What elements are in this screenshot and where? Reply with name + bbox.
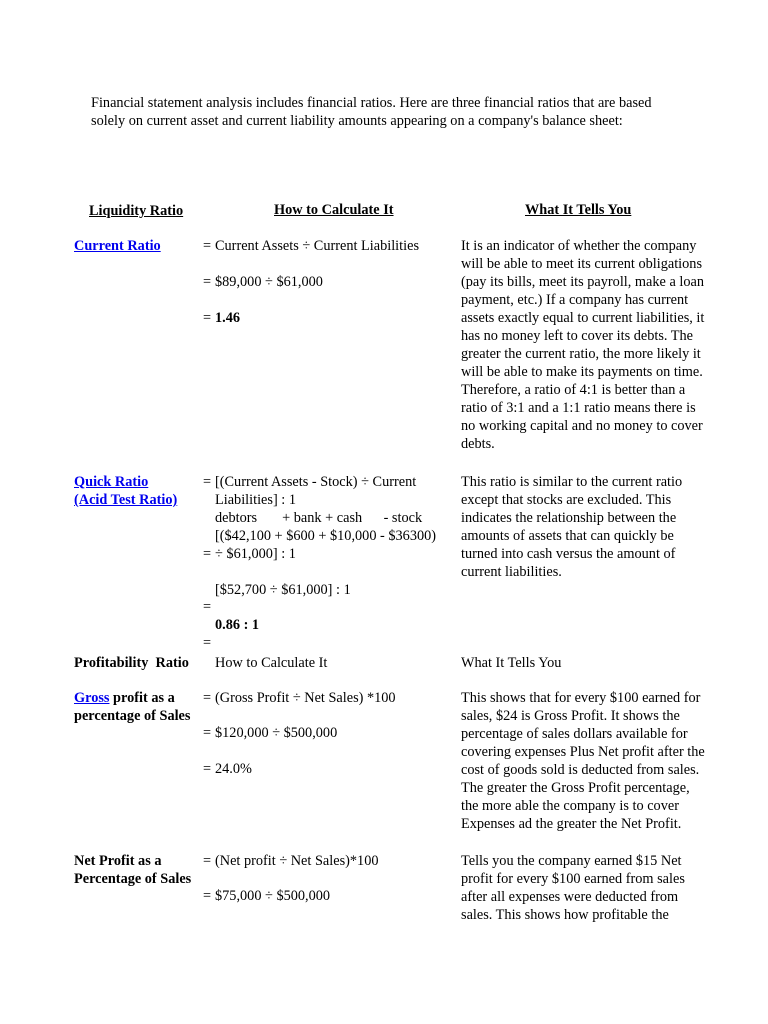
header-what-it-tells-2: What It Tells You	[461, 655, 562, 671]
quick-ratio-description: This ratio is similar to the current ratio except that stocks are excluded. This indicates the relationship between the amounts of assets that can quickly be turned into cash versus the amount of current liabilities.	[461, 474, 683, 580]
gross-profit-result: 24.0%	[215, 761, 252, 777]
header-profitability-ratio: Profitability Ratio	[74, 655, 189, 671]
acid-test-ratio-link[interactable]: (Acid Test Ratio)	[74, 492, 178, 508]
quick-ratio-result: 0.86 : 1	[215, 617, 260, 633]
net-profit-values: $75,000 ÷ $500,000	[215, 888, 331, 904]
gross-profit-formula: (Gross Profit ÷ Net Sales) *100	[215, 690, 396, 706]
current-ratio-link[interactable]: Current Ratio	[74, 238, 161, 254]
gross-profit-values: $120,000 ÷ $500,000	[215, 725, 338, 741]
equals-sign: =	[203, 474, 212, 490]
net-profit-description: Tells you the company earned $15 Net profit for every $100 earned from sales after all expenses were deducted from sales. This shows how profitable the	[461, 853, 685, 923]
equals-sign: =	[203, 690, 212, 706]
net-profit-label-line2: Percentage of Sales	[74, 871, 192, 887]
equals-sign: =	[203, 888, 212, 904]
current-ratio-values: $89,000 ÷ $61,000	[215, 274, 323, 290]
equals-sign: =	[203, 725, 212, 741]
quick-ratio-formula-labels: debtors + bank + cash - stock	[215, 510, 423, 526]
gross-profit-label	[74, 689, 175, 707]
current-ratio-description: It is an indicator of whether the company will be able to meet its current obligations (pay its bills, meet its payroll, make a loan payment, etc.) If a company has current assets exactly equal to current liabilities, it has no money left to cover its debts. The greater the current ratio, the more likely it will be able to make its payments on time. Therefore, a ratio of 4:1 is better than a ratio of 3:1 and a 1:1 ratio means there is no working capital and no money to cover debts.	[461, 238, 705, 452]
gross-profit-description: This shows that for every $100 earned for sales, $24 is Gross Profit. It shows the percentage of sales dollars available for covering expenses Plus Net profit after the cost of goods sold is deducted from sales. The greater the Gross Profit percentage, the more able the company is to cover Expenses ad the greater the Net Profit.	[461, 690, 705, 832]
equals-sign: =	[203, 853, 212, 869]
equals-sign: =	[203, 635, 212, 651]
header-liquidity-ratio: Liquidity Ratio	[89, 203, 184, 219]
quick-ratio-formula-values: [($42,100 + $600 + $10,000 - $36300)	[215, 528, 437, 544]
gross-profit-label-line2: percentage of Sales	[74, 708, 191, 724]
quick-ratio-link[interactable]: Quick Ratio	[74, 474, 149, 490]
current-ratio-formula: Current Assets ÷ Current Liabilities	[215, 238, 420, 254]
equals-sign: =	[203, 599, 212, 615]
equals-sign: =	[203, 761, 212, 777]
quick-ratio-formula-divisor: ÷ $61,000] : 1	[215, 546, 296, 562]
equals-sign: =	[203, 310, 212, 326]
net-profit-label-line1: Net Profit as a	[74, 853, 162, 869]
header-what-it-tells: What It Tells You	[525, 202, 632, 218]
current-ratio-result: 1.46	[215, 310, 241, 326]
equals-sign: =	[203, 274, 212, 290]
intro-paragraph: Financial statement analysis includes financial ratios. Here are three financial ratios that are based solely on current asset and current liability amounts appearing on a company's balance sheet:	[91, 95, 652, 129]
equals-sign: =	[203, 546, 212, 562]
quick-ratio-formula-line1: [(Current Assets - Stock) ÷ Current	[215, 474, 417, 490]
quick-ratio-simplified: [$52,700 ÷ $61,000] : 1	[215, 582, 351, 598]
quick-ratio-formula-line2: Liabilities] : 1	[215, 492, 296, 508]
equals-sign: =	[203, 238, 212, 254]
gross-link[interactable]: Gross	[74, 690, 110, 706]
header-how-to-calculate-2: How to Calculate It	[215, 655, 328, 671]
gross-profit-label-rest: profit as a	[109, 690, 175, 706]
net-profit-formula: (Net profit ÷ Net Sales)*100	[215, 853, 379, 869]
header-how-to-calculate: How to Calculate It	[274, 202, 394, 218]
